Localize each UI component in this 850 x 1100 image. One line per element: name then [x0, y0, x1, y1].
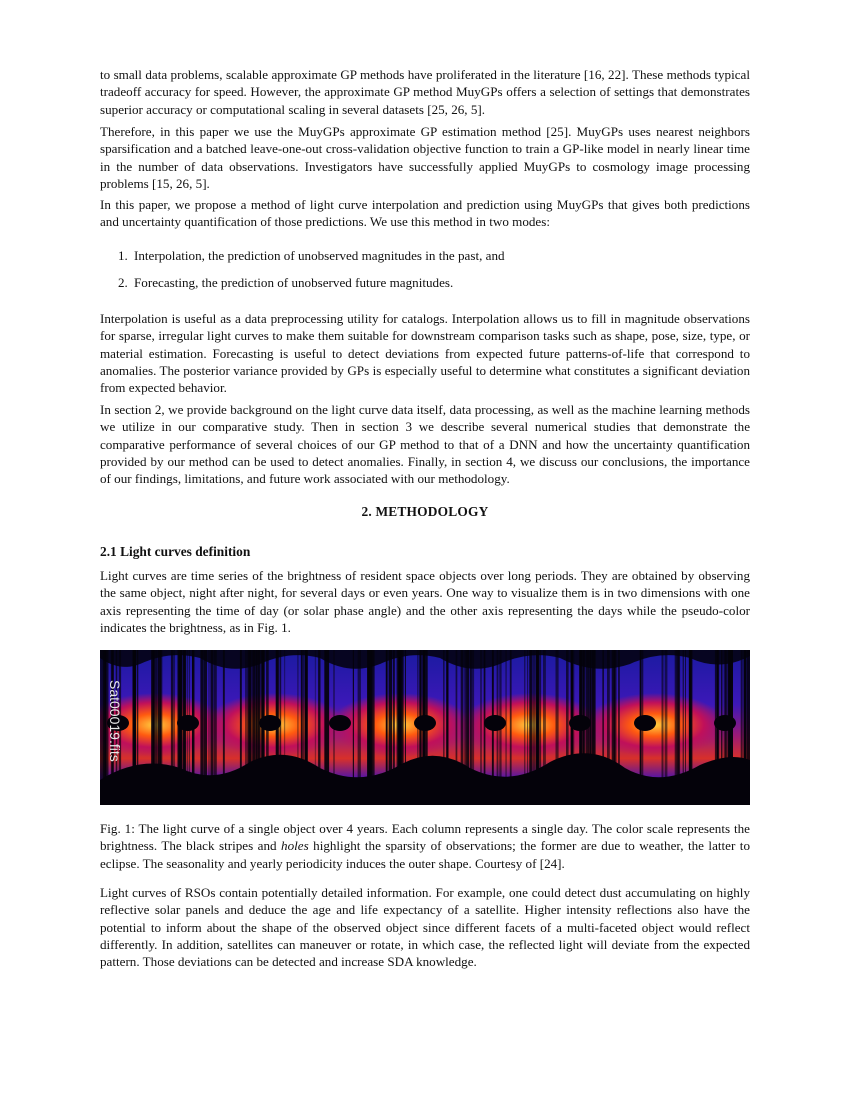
eclipse-hole — [634, 715, 656, 731]
eclipse-hole — [714, 715, 736, 731]
list-number: 2. — [118, 275, 128, 291]
figure-file-label: Sat00019.fits — [107, 680, 123, 762]
eclipse-hole — [177, 715, 199, 731]
intro-paragraph-4 — [100, 310, 750, 396]
list-text: Forecasting, the prediction of unobserved future magnitudes. — [134, 275, 454, 291]
paragraph-text: Interpolation is useful as a data preprocessing utility for catalogs. Interpolation allows us to fill in magnitude observations for sparse, irregular light curves to make them suitable for downstream comparison tasks such as shape, pose, size, type, or material estimation. Forecasting is useful to detect deviations from expected future patterns-of-life that correspond to anomalies. The posterior variance provided by GPs is especially useful to determine what constitutes a significant deviation from expected behavior. — [100, 311, 750, 396]
subsection-heading: 2.1 Light curves definition — [100, 544, 251, 559]
subsection-heading-block — [100, 544, 750, 560]
light-curve-image — [100, 650, 750, 805]
section-heading: 2. METHODOLOGY — [361, 504, 489, 519]
intro-paragraph-5 — [100, 401, 750, 487]
paragraph-text: Light curves of RSOs contain potentially detailed information. For example, one could detect dust accumulating on highly reflective solar panels and deduce the age and life expectancy of a satellite. Higher intensity reflections also have the potential to inform about the shape of the observed object since different facets of a multi-faceted object would reflect differently. In addition, satellites can maneuver or rotate, in which case, the reflected light will deviate from the expected pattern. Those deviations can be detected and increase SDA knowledge. — [100, 885, 750, 970]
eclipse-hole — [329, 715, 351, 731]
paragraph-text: to small data problems, scalable approximate GP methods have proliferated in the literature [16, 22]. These methods typical tradeoff accuracy for speed. However, the approximate GP method MuyGPs offers a selection of settings that demonstrates superior accuracy or computational scaling in several datasets [25, 26, 5]. — [100, 67, 750, 117]
intro-paragraph-1 — [100, 66, 750, 118]
paragraph-text: In this paper, we propose a method of light curve interpolation and prediction using MuyGPs that gives both predictions and uncertainty quantification of those predictions. We use this method in two modes: — [100, 197, 750, 230]
caption-text-end: highlight the sparsity of observations; the former are due to weather, the latter to eclipse. The seasonality and yearly periodicity induces the outer shape. Courtesy of [24]. — [100, 838, 750, 871]
rso-paragraph — [100, 884, 750, 970]
list-text: Interpolation, the prediction of unobserved magnitudes in the past, and — [134, 248, 505, 263]
caption-emphasis: holes — [281, 838, 309, 854]
light-curve-definition-paragraph — [100, 567, 750, 636]
caption-text-start: Fig. 1: The light curve of a single object over 4 years. Each column represents a single day. The color scale represents the brightness. The black stripes and — [100, 821, 750, 854]
eclipse-hole — [569, 715, 591, 731]
paragraph-text: In section 2, we provide background on the light curve data itself, data processing, as well as the machine learning methods we utilize in our comparative study. Then in section 3 we describe several numerical studies that demonstrate the comparative performance of several choices of our GP method to that of a DNN and how the uncertainty quantification provided by our method can be used to detect anomalies. Finally, in section 4, we discuss our conclusions, the importance of our findings, limitations, and future work associated with our methodology. — [100, 402, 750, 487]
modes-list — [100, 247, 750, 292]
paragraph-text: Light curves are time series of the brightness of resident space objects over long periods. They are obtained by observing the same object, night after night, for several days or even years. One way to visualize them is in two dimensions with one axis representing the time of day (or solar phase angle) and the other axis representing the days while the pseudo-color indicates the brightness, as in Fig. 1. — [100, 568, 750, 635]
eclipse-hole — [259, 715, 281, 731]
eclipse-hole — [484, 715, 506, 731]
figure-caption — [100, 820, 750, 872]
list-item — [100, 274, 750, 291]
light-curve-figure — [100, 650, 750, 805]
eclipse-hole — [414, 715, 436, 731]
list-item — [100, 247, 750, 264]
intro-paragraph-3 — [100, 196, 750, 231]
intro-paragraph-2 — [100, 123, 750, 192]
paragraph-text: Therefore, in this paper we use the MuyGPs approximate GP estimation method [25]. MuyGPs uses nearest neighbors sparsification and a batched leave-one-out cross-validation objective function to train a GP-like model in nearly linear time in the number of data observations. Investigators have successfully applied MuyGPs to cosmology image processing problems [15, 26, 5]. — [100, 124, 750, 191]
section-heading-block — [100, 504, 750, 520]
list-number: 1. — [118, 248, 128, 263]
